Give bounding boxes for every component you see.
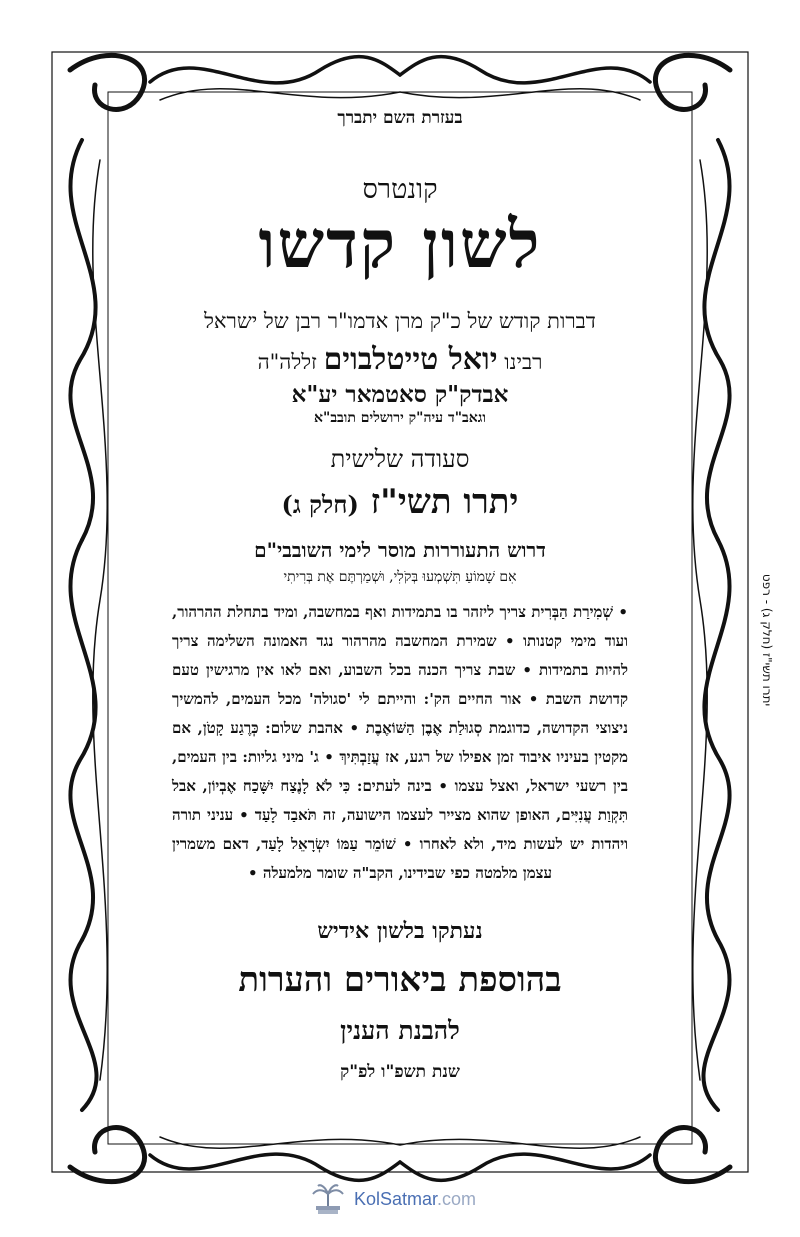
- kuntres-label: קונטרס: [362, 174, 438, 205]
- pasuk-line: אִם שָׁמוֹעַ תִּשְׁמְעוּ בְּקֹלִי, וּשְׁמַרְתֶּם אֶת בְּרִיתִי: [283, 569, 517, 585]
- side-running-head-text: יתרו תשי"ז (חלק ג) - רפט: [760, 573, 774, 707]
- bezras-hashem: בעזרת השם יתברך: [337, 108, 463, 128]
- understanding-line: להבנת הענין: [340, 1016, 460, 1045]
- side-running-head: [752, 520, 782, 760]
- logo-tld: .com: [437, 1188, 477, 1209]
- rabeinu-prefix: רבינו: [504, 350, 543, 374]
- drush-title: דרוש התעוררות מוסר לימי השובבי"ם: [254, 538, 546, 562]
- logo-text: [354, 1189, 476, 1210]
- seuda-label: סעודה שלישית: [330, 445, 470, 473]
- logo-brand: KolSatmar: [354, 1188, 438, 1209]
- translation-note: נעתקו בלשון אידיש: [317, 918, 483, 944]
- summary-paragraph: • שְׁמִירַת הַבְּרִית צריך ליזהר בו בתמידות ואף במחשבה, ומיד בתחלת ההרהור, ועוד מימי קטנותו • שמירת המחשבה מהרהור נגד האמונה השלימה צריך להיות בתמידות • שבת צריך הכנה בכל השבוע, ואם לאו אין מרגישין טעם קדושת השבת • אור החיים הק': והייתם לי 'סגולה' מכל העמים, להמשיך ניצוצי הקדושה, כדוגמת סְגוּלַת אֶבֶן הַשּׁוֹאֶבֶת • אהבת שלום: כְּרֶגַע קָטֹן, אם מקטין בעיניו איבוד זמן אפילו של רגע, אז עֲזַבְתִּיךְ • ג' מיני גליות: בין העמים, בין רשעי ישראל, ואצל עצמו • בינה לעתים: כִּי לֹא לָנֶצַח יִשָּׁכַח אֶבְיוֹן, אבל תִּקְוַת עֲנִיִּים, האופן שהוא מצייר לעצמו הישועה, זה תֹּאבַד לָעַד • עניני תורה ויהדות יש לעשות מיד, ולא לאחרו • שׁוֹמֵר עַמּוֹ יִשְׂרָאֵל לָעַד, דאם משמרין עצמן מלמטה כפי שבידינו, הקב"ה שומר מלמעלה •: [172, 603, 628, 882]
- author-name: יואל טייטלבוים: [323, 342, 498, 377]
- divrei-kodesh-line: דברות קודש של כ"ק מרן אדמו"ר רבן של ישראל: [204, 309, 596, 333]
- year-line: שנת תשפ"ו לפ"ק: [340, 1062, 460, 1082]
- page-title: לשון קדשו: [258, 205, 542, 283]
- parsha-part: (חלק ג): [281, 490, 359, 519]
- rabeinu-suffix: זללה"ה: [257, 350, 317, 374]
- kolsatmar-logo[interactable]: [310, 1182, 510, 1216]
- vegavd-line: וגאב"ד עיה"ק ירושלים תובב"א: [314, 410, 486, 426]
- palm-tree-books-icon: [310, 1182, 346, 1216]
- parsha-heading: [170, 482, 630, 522]
- additions-heading: בהוספת ביאורים והערות: [238, 960, 562, 1000]
- author-line: [170, 342, 630, 377]
- avdk-line: אבדק"ק סאטמאר יע"א: [291, 381, 509, 408]
- parsha-name: יתרו תשי"ז: [370, 482, 519, 522]
- title-page: [170, 108, 630, 1082]
